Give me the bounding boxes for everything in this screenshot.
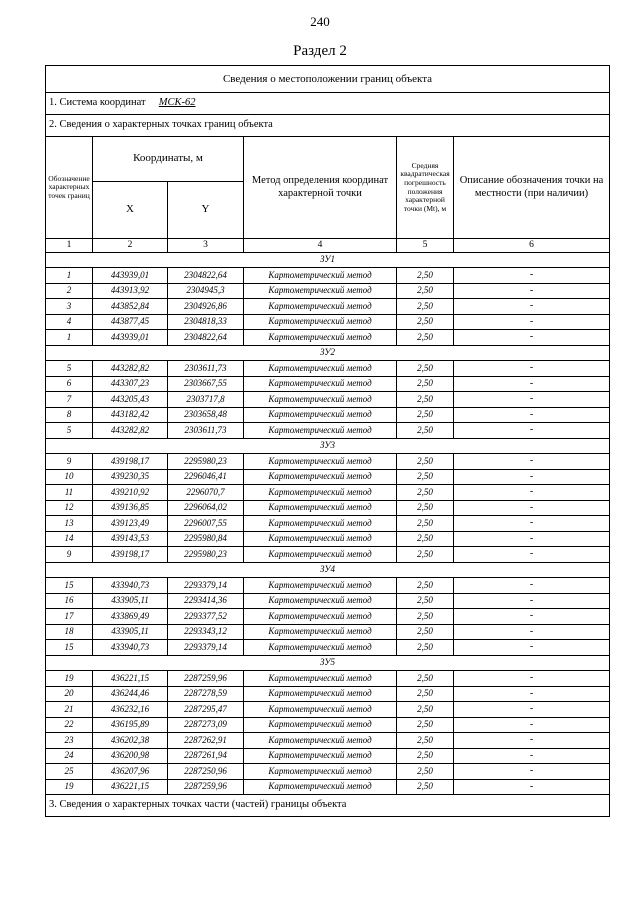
boundary-table <box>45 65 610 817</box>
accuracy-cell: 2,50 <box>397 686 454 702</box>
accuracy-cell: 2,50 <box>397 392 454 408</box>
section-title: Раздел 2 <box>293 43 347 59</box>
point-number-cell: 7 <box>46 392 93 408</box>
method-cell: Картометрический метод <box>244 361 397 377</box>
accuracy-cell: 2,50 <box>397 407 454 423</box>
header-designation: Обозначение характерных точек границ <box>46 137 93 239</box>
point-number-cell: 16 <box>46 593 93 609</box>
coord-x-cell: 443182,42 <box>93 407 168 423</box>
coord-y-cell: 2287262,91 <box>168 733 244 749</box>
point-number-cell: 5 <box>46 423 93 439</box>
accuracy-cell: 2,50 <box>397 423 454 439</box>
description-cell: - <box>454 299 610 315</box>
accuracy-cell: 2,50 <box>397 283 454 299</box>
method-cell: Картометрический метод <box>244 299 397 315</box>
point-number-cell: 6 <box>46 376 93 392</box>
coord-y-cell: 2287278,59 <box>168 686 244 702</box>
point-number-cell: 14 <box>46 531 93 547</box>
table-row <box>46 593 610 609</box>
part-points-section-label: 3. Сведения о характерных точках части (частей) границы объекта <box>46 795 610 817</box>
accuracy-cell: 2,50 <box>397 516 454 532</box>
coord-y-cell: 2296070,7 <box>168 485 244 501</box>
coord-x-cell: 436200,98 <box>93 748 168 764</box>
point-number-cell: 10 <box>46 469 93 485</box>
coord-x-cell: 439198,17 <box>93 547 168 563</box>
coord-y-cell: 2287259,96 <box>168 671 244 687</box>
table-row <box>46 702 610 718</box>
group-name: ЗУ3 <box>46 438 610 454</box>
accuracy-cell: 2,50 <box>397 733 454 749</box>
accuracy-cell: 2,50 <box>397 717 454 733</box>
point-number-cell: 15 <box>46 578 93 594</box>
coord-x-cell: 436202,38 <box>93 733 168 749</box>
table-row <box>46 686 610 702</box>
method-cell: Картометрический метод <box>244 702 397 718</box>
method-cell: Картометрический метод <box>244 314 397 330</box>
method-cell: Картометрический метод <box>244 593 397 609</box>
coord-y-cell: 2287261,94 <box>168 748 244 764</box>
table-row <box>46 283 610 299</box>
point-number-cell: 9 <box>46 454 93 470</box>
coord-x-cell: 433905,11 <box>93 593 168 609</box>
header-accuracy: Средняя квадратическая погрешность положения характерной точки (Mt), м <box>397 137 454 239</box>
point-number-cell: 2 <box>46 283 93 299</box>
coordinate-system-value: МСК-62 <box>158 97 196 109</box>
description-cell: - <box>454 392 610 408</box>
point-number-cell: 25 <box>46 764 93 780</box>
accuracy-cell: 2,50 <box>397 624 454 640</box>
table-row <box>46 671 610 687</box>
method-cell: Картометрический метод <box>244 578 397 594</box>
table-title: Сведения о местоположении границ объекта <box>46 66 610 93</box>
coord-y-cell: 2296007,55 <box>168 516 244 532</box>
group-header-row <box>46 345 610 361</box>
group-header-row <box>46 438 610 454</box>
table-row <box>46 624 610 640</box>
coord-x-cell: 439210,92 <box>93 485 168 501</box>
method-cell: Картометрический метод <box>244 454 397 470</box>
method-cell: Картометрический метод <box>244 671 397 687</box>
coord-y-cell: 2303717,8 <box>168 392 244 408</box>
table-row <box>46 376 610 392</box>
coord-y-cell: 2303667,55 <box>168 376 244 392</box>
table-row <box>46 454 610 470</box>
table-row <box>46 531 610 547</box>
point-number-cell: 20 <box>46 686 93 702</box>
method-cell: Картометрический метод <box>244 686 397 702</box>
coord-y-cell: 2293343,12 <box>168 624 244 640</box>
coord-y-cell: 2304926,86 <box>168 299 244 315</box>
column-number: 4 <box>244 239 397 253</box>
header-x: X <box>93 182 168 239</box>
coord-y-cell: 2304945,3 <box>168 283 244 299</box>
point-number-cell: 18 <box>46 624 93 640</box>
point-number-cell: 4 <box>46 314 93 330</box>
coord-x-cell: 443205,43 <box>93 392 168 408</box>
group-header-row <box>46 562 610 578</box>
method-cell: Картометрический метод <box>244 748 397 764</box>
description-cell: - <box>454 454 610 470</box>
description-cell: - <box>454 593 610 609</box>
coord-x-cell: 436207,96 <box>93 764 168 780</box>
point-number-cell: 17 <box>46 609 93 625</box>
description-cell: - <box>454 283 610 299</box>
column-number: 6 <box>454 239 610 253</box>
point-number-cell: 8 <box>46 407 93 423</box>
accuracy-cell: 2,50 <box>397 671 454 687</box>
coord-y-cell: 2304822,64 <box>168 268 244 284</box>
accuracy-cell: 2,50 <box>397 609 454 625</box>
coord-y-cell: 2303611,73 <box>168 361 244 377</box>
description-cell: - <box>454 717 610 733</box>
method-cell: Картометрический метод <box>244 407 397 423</box>
method-cell: Картометрический метод <box>244 516 397 532</box>
table-row <box>46 485 610 501</box>
group-header-row <box>46 655 610 671</box>
coord-x-cell: 433905,11 <box>93 624 168 640</box>
method-cell: Картометрический метод <box>244 268 397 284</box>
description-cell: - <box>454 779 610 795</box>
description-cell: - <box>454 764 610 780</box>
coord-y-cell: 2304822,64 <box>168 330 244 346</box>
accuracy-cell: 2,50 <box>397 500 454 516</box>
coord-x-cell: 443877,45 <box>93 314 168 330</box>
coord-y-cell: 2295980,84 <box>168 531 244 547</box>
coord-y-cell: 2293377,52 <box>168 609 244 625</box>
group-name: ЗУ5 <box>46 655 610 671</box>
table-row <box>46 609 610 625</box>
group-name: ЗУ1 <box>46 252 610 268</box>
description-cell: - <box>454 330 610 346</box>
coord-y-cell: 2295980,23 <box>168 547 244 563</box>
description-cell: - <box>454 686 610 702</box>
accuracy-cell: 2,50 <box>397 454 454 470</box>
header-description: Описание обозначения точки на местности (при наличии) <box>454 137 610 239</box>
column-number: 5 <box>397 239 454 253</box>
accuracy-cell: 2,50 <box>397 764 454 780</box>
table-row <box>46 764 610 780</box>
coord-x-cell: 439230,35 <box>93 469 168 485</box>
coord-y-cell: 2287250,96 <box>168 764 244 780</box>
column-number: 2 <box>93 239 168 253</box>
description-cell: - <box>454 314 610 330</box>
coord-y-cell: 2304818,33 <box>168 314 244 330</box>
description-cell: - <box>454 733 610 749</box>
table-row <box>46 392 610 408</box>
method-cell: Картометрический метод <box>244 717 397 733</box>
coord-x-cell: 439136,85 <box>93 500 168 516</box>
method-cell: Картометрический метод <box>244 376 397 392</box>
table-row <box>46 500 610 516</box>
accuracy-cell: 2,50 <box>397 268 454 284</box>
accuracy-cell: 2,50 <box>397 299 454 315</box>
coord-x-cell: 433940,73 <box>93 578 168 594</box>
method-cell: Картометрический метод <box>244 640 397 656</box>
coord-x-cell: 439198,17 <box>93 454 168 470</box>
coord-x-cell: 443852,84 <box>93 299 168 315</box>
coord-x-cell: 433869,49 <box>93 609 168 625</box>
description-cell: - <box>454 702 610 718</box>
method-cell: Картометрический метод <box>244 624 397 640</box>
method-cell: Картометрический метод <box>244 392 397 408</box>
method-cell: Картометрический метод <box>244 733 397 749</box>
coord-x-cell: 436221,15 <box>93 671 168 687</box>
table-row <box>46 361 610 377</box>
accuracy-cell: 2,50 <box>397 748 454 764</box>
point-number-cell: 9 <box>46 547 93 563</box>
table-row <box>46 547 610 563</box>
coord-x-cell: 443307,23 <box>93 376 168 392</box>
point-number-cell: 23 <box>46 733 93 749</box>
method-cell: Картометрический метод <box>244 469 397 485</box>
header-method: Метод определения координат характерной точки <box>244 137 397 239</box>
description-cell: - <box>454 640 610 656</box>
table-row <box>46 423 610 439</box>
description-cell: - <box>454 376 610 392</box>
point-number-cell: 19 <box>46 779 93 795</box>
accuracy-cell: 2,50 <box>397 485 454 501</box>
coord-x-cell: 433940,73 <box>93 640 168 656</box>
coord-x-cell: 443913,92 <box>93 283 168 299</box>
accuracy-cell: 2,50 <box>397 578 454 594</box>
description-cell: - <box>454 748 610 764</box>
accuracy-cell: 2,50 <box>397 330 454 346</box>
method-cell: Картометрический метод <box>244 485 397 501</box>
description-cell: - <box>454 361 610 377</box>
accuracy-cell: 2,50 <box>397 376 454 392</box>
description-cell: - <box>454 531 610 547</box>
accuracy-cell: 2,50 <box>397 640 454 656</box>
coord-y-cell: 2287273,09 <box>168 717 244 733</box>
coord-y-cell: 2295980,23 <box>168 454 244 470</box>
coord-x-cell: 436221,15 <box>93 779 168 795</box>
description-cell: - <box>454 423 610 439</box>
method-cell: Картометрический метод <box>244 283 397 299</box>
description-cell: - <box>454 547 610 563</box>
coord-y-cell: 2293379,14 <box>168 578 244 594</box>
description-cell: - <box>454 609 610 625</box>
description-cell: - <box>454 516 610 532</box>
group-name: ЗУ2 <box>46 345 610 361</box>
description-cell: - <box>454 624 610 640</box>
point-number-cell: 21 <box>46 702 93 718</box>
table-row <box>46 640 610 656</box>
column-number: 3 <box>168 239 244 253</box>
coord-y-cell: 2303611,73 <box>168 423 244 439</box>
accuracy-cell: 2,50 <box>397 547 454 563</box>
coord-x-cell: 436244,46 <box>93 686 168 702</box>
accuracy-cell: 2,50 <box>397 702 454 718</box>
description-cell: - <box>454 407 610 423</box>
description-cell: - <box>454 578 610 594</box>
points-section-label: 2. Сведения о характерных точках границ объекта <box>46 115 610 137</box>
point-number-cell: 22 <box>46 717 93 733</box>
method-cell: Картометрический метод <box>244 330 397 346</box>
point-number-cell: 3 <box>46 299 93 315</box>
table-row <box>46 516 610 532</box>
method-cell: Картометрический метод <box>244 779 397 795</box>
table-row <box>46 268 610 284</box>
point-number-cell: 5 <box>46 361 93 377</box>
table-row <box>46 779 610 795</box>
table-row <box>46 330 610 346</box>
table-row <box>46 717 610 733</box>
point-number-cell: 1 <box>46 330 93 346</box>
coord-x-cell: 443282,82 <box>93 423 168 439</box>
coord-y-cell: 2287295,47 <box>168 702 244 718</box>
accuracy-cell: 2,50 <box>397 593 454 609</box>
method-cell: Картометрический метод <box>244 500 397 516</box>
coord-x-cell: 436232,16 <box>93 702 168 718</box>
method-cell: Картометрический метод <box>244 764 397 780</box>
page-number: 240 <box>310 14 330 29</box>
table-row <box>46 733 610 749</box>
point-number-cell: 12 <box>46 500 93 516</box>
coord-y-cell: 2293414,36 <box>168 593 244 609</box>
accuracy-cell: 2,50 <box>397 314 454 330</box>
coord-y-cell: 2303658,48 <box>168 407 244 423</box>
header-coordinates: Координаты, м <box>93 137 244 182</box>
description-cell: - <box>454 500 610 516</box>
point-number-cell: 24 <box>46 748 93 764</box>
table-row <box>46 578 610 594</box>
accuracy-cell: 2,50 <box>397 361 454 377</box>
column-numbers-row <box>46 239 610 253</box>
table-row <box>46 407 610 423</box>
point-number-cell: 13 <box>46 516 93 532</box>
description-cell: - <box>454 268 610 284</box>
accuracy-cell: 2,50 <box>397 531 454 547</box>
point-number-cell: 1 <box>46 268 93 284</box>
point-number-cell: 19 <box>46 671 93 687</box>
method-cell: Картометрический метод <box>244 609 397 625</box>
description-cell: - <box>454 671 610 687</box>
column-number: 1 <box>46 239 93 253</box>
method-cell: Картометрический метод <box>244 547 397 563</box>
coord-x-cell: 439143,53 <box>93 531 168 547</box>
method-cell: Картометрический метод <box>244 531 397 547</box>
group-header-row <box>46 252 610 268</box>
description-cell: - <box>454 485 610 501</box>
point-number-cell: 15 <box>46 640 93 656</box>
method-cell: Картометрический метод <box>244 423 397 439</box>
table-row <box>46 299 610 315</box>
coord-x-cell: 443939,01 <box>93 268 168 284</box>
coordinate-system-label: 1. Система координат <box>49 97 146 109</box>
description-cell: - <box>454 469 610 485</box>
point-number-cell: 11 <box>46 485 93 501</box>
coord-x-cell: 436195,89 <box>93 717 168 733</box>
coord-y-cell: 2296064,02 <box>168 500 244 516</box>
coord-y-cell: 2287259,96 <box>168 779 244 795</box>
table-row <box>46 469 610 485</box>
coord-y-cell: 2293379,14 <box>168 640 244 656</box>
coord-y-cell: 2296046,41 <box>168 469 244 485</box>
group-name: ЗУ4 <box>46 562 610 578</box>
coord-x-cell: 443282,82 <box>93 361 168 377</box>
coordinate-system-row <box>46 93 610 115</box>
table-row <box>46 314 610 330</box>
coord-x-cell: 439123,49 <box>93 516 168 532</box>
header-y: Y <box>168 182 244 239</box>
table-row <box>46 748 610 764</box>
accuracy-cell: 2,50 <box>397 779 454 795</box>
coord-x-cell: 443939,01 <box>93 330 168 346</box>
accuracy-cell: 2,50 <box>397 469 454 485</box>
